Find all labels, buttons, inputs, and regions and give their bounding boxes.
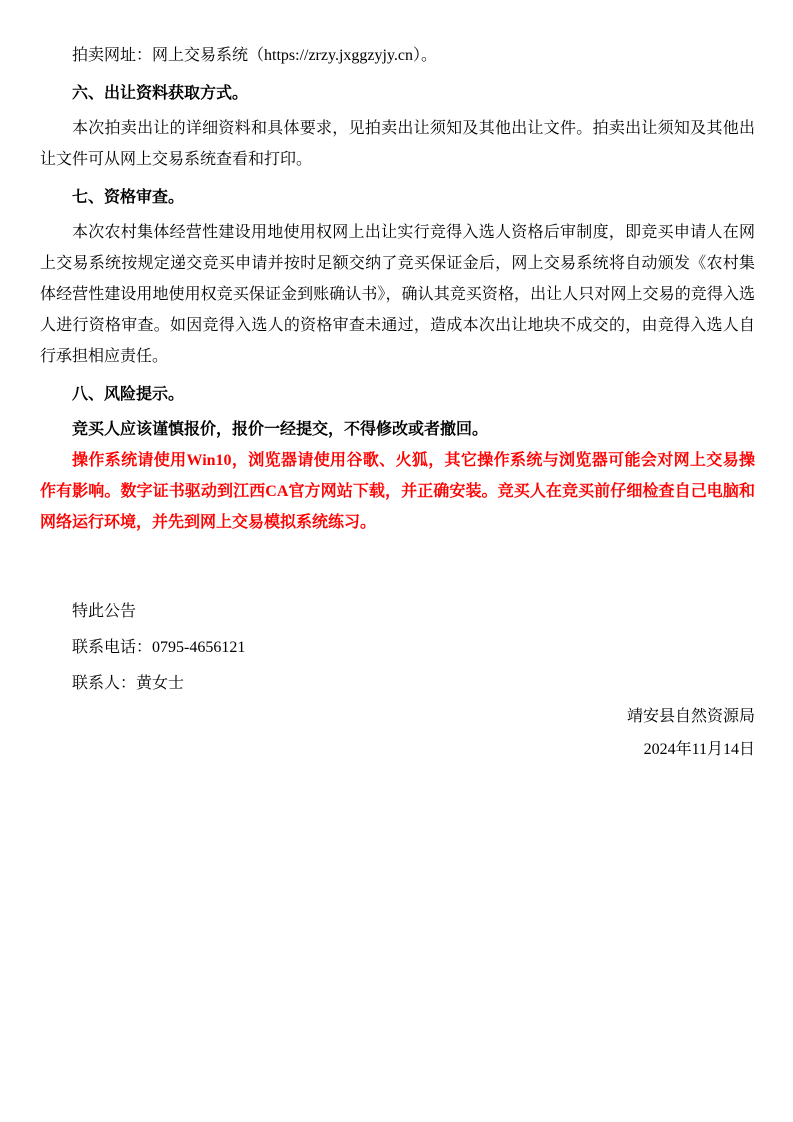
section-8-heading: 八、风险提示。 bbox=[72, 386, 185, 403]
section-7-paragraph: 本次农村集体经营性建设用地使用权网上出让实行竞得入选人资格后审制度，即竞买申请人在网上交易系统按规定递交竞买申请并按时足额交纳了竞买保证金后，网上交易系统将自动颁发《农村集体经营性建设用地使用权竞买保证金到账确认书》，确认其竞买资格，出让人只对网上交易的竞得入选人进行资格审查。如因竞得入选人的资格审查未通过，造成本次出让地块不成交的，由竞得入选人自行承担相应责任。 bbox=[40, 224, 755, 365]
issuer-signature-line: 靖安县自然资源局 bbox=[626, 708, 755, 725]
section-8-warning-paragraph: 操作系统请使用Win10，浏览器请使用谷歌、火狐，其它操作系统与浏览器可能会对网上交易操作有影响。数字证书驱动到江西CA官方网站下载，并正确安装。竞买人在竞买前仔细检查自己电脑和网络运行环境，并先到网上交易模拟系统练习。 bbox=[40, 452, 755, 531]
contact-phone-line: 联系电话：0795-4656121 bbox=[72, 639, 246, 656]
closing-statement: 特此公告 bbox=[72, 603, 137, 620]
section-6-heading: 六、出让资料获取方式。 bbox=[72, 85, 249, 102]
auction-website-line: 拍卖网址：网上交易系统（https://zrzy.jxggzyjy.cn）。 bbox=[72, 47, 438, 64]
section-8-caution-paragraph: 竞买人应该谨慎报价，报价一经提交，不得修改或者撤回。 bbox=[72, 421, 489, 438]
date-line: 2024年11月14日 bbox=[643, 741, 755, 758]
contact-person-line: 联系人：黄女士 bbox=[72, 675, 185, 692]
section-6-paragraph: 本次拍卖出让的详细资料和具体要求，见拍卖出让须知及其他出让文件。拍卖出让须知及其他出让文件可从网上交易系统查看和打印。 bbox=[40, 120, 755, 168]
section-7-heading: 七、资格审查。 bbox=[72, 189, 185, 206]
